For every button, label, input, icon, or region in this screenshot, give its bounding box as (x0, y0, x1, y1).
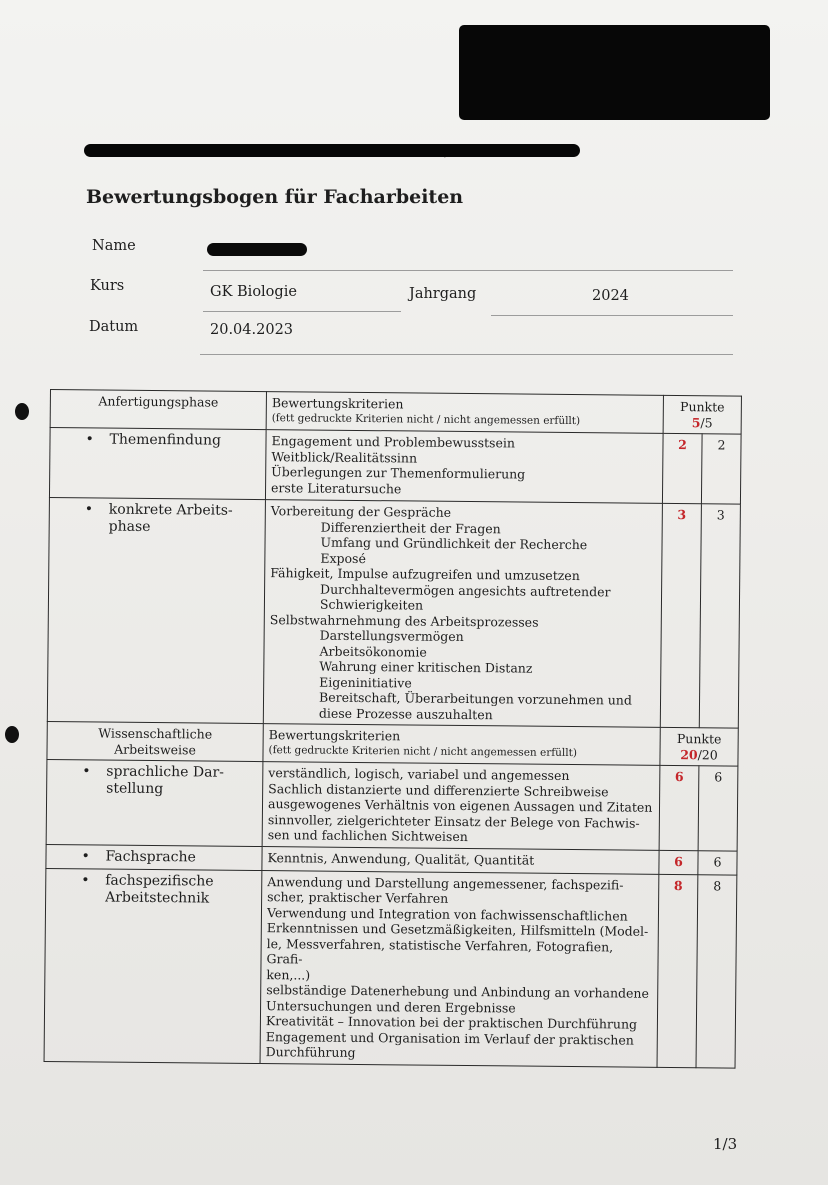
criterion: erste Literatursuche (270, 479, 402, 496)
section-title-text: Anfertigungsphase (98, 393, 219, 410)
score-max: 6 (698, 850, 737, 874)
criterion: Umfang und Gründlichkeit der Recherche (320, 534, 588, 553)
criterion: sen und fachlichen Sichtweisen (267, 827, 468, 845)
category-cell (44, 868, 262, 1063)
score-achieved: 6 (659, 850, 698, 874)
punch-hole-top (15, 403, 29, 420)
criterion: Darstellungsvermögen (319, 627, 464, 644)
category-label-line1: konkrete Arbeits- (108, 501, 233, 519)
criteria-header-note: (fett gedruckte Kriterien nicht / nicht angemessen erfüllt) (268, 743, 578, 759)
criterion: Schwierigkeiten (319, 596, 424, 613)
score-achieved: 3 (660, 503, 701, 727)
criterion: Exposé (320, 550, 366, 566)
criterion: Kreativität – Innovation bei der praktischen Durchführung (265, 1013, 638, 1032)
score-max: 6 (698, 766, 738, 851)
points-label: Punkte (676, 731, 722, 747)
redacted-address-bar (84, 144, 580, 157)
category-label-line2: stellung (106, 780, 164, 798)
category-label: Themenfindung (109, 431, 222, 449)
category (52, 763, 257, 799)
criterion: Engagement und Organisation im Verlauf der praktischen (265, 1028, 634, 1048)
criteria-cell (262, 762, 660, 850)
jahrgang-label: Jahrgang (409, 286, 477, 302)
criterion: Vorbereitung der Gespräche (270, 503, 452, 520)
category-label-line2: phase (108, 518, 151, 535)
criterion: Durchführung (265, 1044, 356, 1060)
page-number: 1/3 (713, 1135, 738, 1153)
jahrgang-value: 2024 (592, 288, 629, 304)
points-header (660, 727, 738, 766)
criterion: diese Prozesse auszuhalten (318, 705, 493, 722)
criteria-header (266, 392, 663, 434)
table-row (47, 497, 740, 728)
name-underline (203, 270, 733, 271)
kurs-label: Kurs (90, 278, 125, 294)
bullet-icon: • (81, 871, 90, 888)
category (51, 872, 256, 908)
score-achieved: 2 (662, 433, 702, 503)
criterion: Fähigkeit, Impulse aufzugreifen und umzusetzen (270, 565, 580, 584)
criterion: verständlich, logisch, variabel und angemessen (268, 765, 570, 784)
points-label: Punkte (680, 399, 725, 415)
score-max: 3 (699, 504, 740, 728)
section-title (47, 721, 263, 761)
category-label: Fachsprache (105, 848, 196, 865)
jahrgang-underline (491, 315, 733, 316)
category-cell (47, 497, 265, 723)
criterion: Sachlich distanzierte und differenzierte Schreibweise (268, 780, 609, 799)
criterion: Untersuchungen und deren Ergebnisse (266, 997, 516, 1015)
datum-underline (200, 354, 733, 355)
category-label-line1: fachspezifische (105, 872, 214, 890)
table-row (44, 868, 737, 1068)
criteria-header-note: (fett gedruckte Kriterien nicht / nicht angemessen erfüllt) (271, 411, 581, 427)
points-max: /20 (697, 746, 718, 762)
category (51, 848, 256, 867)
redacted-logo-block (459, 25, 770, 120)
category (55, 431, 260, 450)
criterion: Kenntnis, Anwendung, Qualität, Quantität (267, 849, 535, 868)
criterion: scher, praktischer Verfahren (267, 889, 449, 906)
criterion: Erkenntnissen und Gesetzmäßigkeiten, Hilfsmitteln (Model- (266, 920, 649, 939)
redacted-name (207, 243, 307, 256)
criteria-cell (265, 430, 663, 504)
evaluation-table (44, 389, 742, 1068)
category-label-line1: sprachliche Dar- (106, 763, 224, 781)
section-title (50, 390, 266, 430)
page-title: Bewertungsbogen für Facharbeiten (86, 186, 464, 208)
criterion: Engagement und Problembewusstsein (271, 433, 516, 451)
section-title-line1: Wissenschaftliche (98, 725, 213, 742)
kurs-underline (203, 311, 401, 312)
points-header (663, 395, 741, 434)
criterion: sinnvoller, zielgerichteter Einsatz der Belege von Fachwis- (267, 811, 640, 831)
criterion: Arbeitsökonomie (319, 643, 427, 660)
criterion: selbständige Datenerhebung und Anbindung an vorhandene (266, 982, 650, 1001)
criterion: Durchhaltevermögen angesichts auftretender (320, 581, 611, 599)
bullet-icon: • (82, 763, 91, 780)
criterion: le, Messverfahren, statistische Verfahren, Fotografien, Grafi- (266, 935, 614, 967)
bullet-icon: • (85, 431, 94, 448)
points-score: 20 (680, 746, 698, 762)
criterion: ausgewogenes Verhältnis von eigenen Aussagen und Zitaten (267, 796, 653, 815)
points-score: 5 (691, 414, 701, 430)
criteria-cell (260, 870, 659, 1067)
points-max: /5 (700, 414, 713, 430)
criterion: Anwendung und Darstellung angemessener, fachspezifi- (267, 873, 624, 893)
criterion: Überlegungen zur Themenformulierung (271, 464, 526, 482)
section-title-line2: Arbeitsweise (114, 741, 196, 757)
criterion: Weitblick/Realitätssinn (271, 448, 418, 466)
criteria-cell (263, 500, 662, 728)
score-max: 2 (701, 434, 741, 504)
criterion: Selbstwahrnehmung des Arbeitsprozesses (269, 611, 539, 630)
criterion: Wahrung einer kritischen Distanz (319, 658, 533, 676)
criteria-header-title: Bewertungskriterien (271, 395, 404, 412)
criteria-header (263, 724, 660, 766)
bullet-icon: • (84, 501, 94, 518)
table-row (46, 759, 738, 850)
section-header-wissenschaftliche-arbeitsweise (47, 721, 738, 766)
criterion: Bereitschaft, Überarbeitungen vorzunehmen und (318, 689, 632, 708)
criteria-header-title: Bewertungskriterien (268, 727, 401, 744)
datum-label: Datum (89, 319, 139, 335)
datum-value: 20.04.2023 (210, 322, 294, 338)
category (55, 501, 260, 537)
section-header-anfertigungsphase (50, 390, 741, 435)
criterion: Verwendung und Integration von fachwissenschaftlichen (266, 904, 628, 924)
criterion: Differenziertheit der Fragen (320, 519, 501, 536)
score-max: 8 (696, 874, 737, 1067)
table-row (49, 428, 741, 505)
category-label-line2: Arbeitstechnik (105, 889, 210, 907)
category-cell (46, 844, 262, 870)
kurs-value: GK Biologie (210, 284, 297, 300)
name-label: Name (92, 238, 136, 254)
category-cell (46, 759, 263, 846)
score-achieved: 6 (659, 765, 699, 850)
score-achieved: 8 (657, 874, 698, 1067)
criterion: Eigeninitiative (319, 674, 412, 690)
punch-hole-bottom (5, 726, 19, 743)
criterion: ken,...) (266, 966, 311, 983)
bullet-icon: • (81, 847, 90, 864)
category-cell (49, 428, 266, 500)
